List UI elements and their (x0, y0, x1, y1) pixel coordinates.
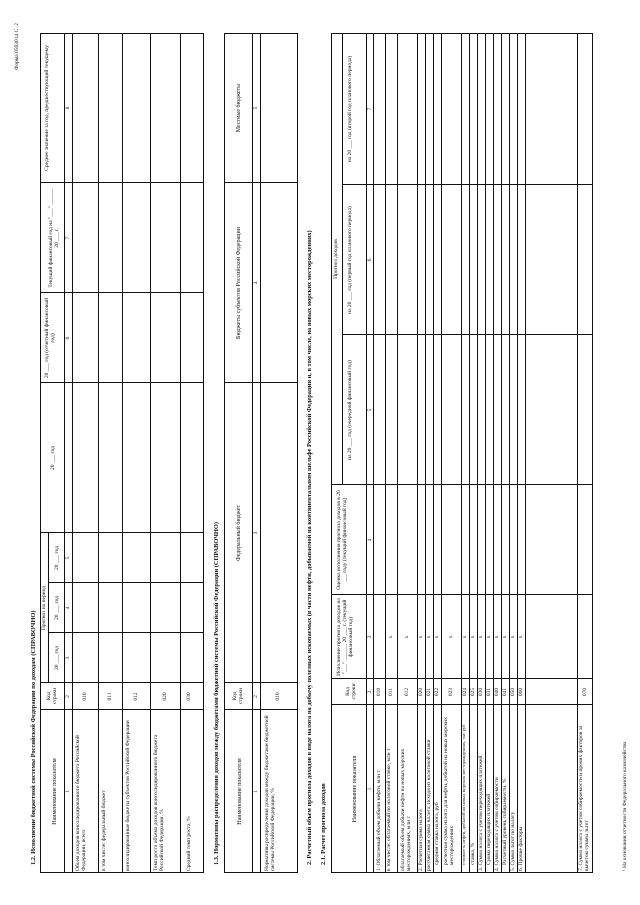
row-code: 050 (510, 687, 516, 697)
col-num: 7 (367, 107, 373, 111)
form-id: Форма 0503014 С. 2 (14, 23, 20, 70)
row-name: 1. Облагаемый объем добычи нефти, млн т (376, 770, 382, 871)
col-current-header: Текущий финансовый год на "___" ______ 20 ___ г. (48, 188, 60, 288)
row-name: Темп роста объема доходов консолидированного бюджета Российской Федерации, % (153, 734, 165, 871)
row-code: 020 (418, 687, 424, 697)
col-num: 3 (65, 656, 71, 660)
col-num: 5 (253, 106, 259, 110)
cell-value: х (518, 635, 524, 639)
col-num: 8 (65, 106, 71, 110)
col-forecast-header: Прогноз на период (41, 585, 47, 631)
col-num: 7 (65, 236, 71, 240)
section-2-1-title: 2.1. Расчет прогноза доходов (320, 783, 327, 865)
cell-value: х (478, 635, 484, 639)
row-code: 030 (478, 687, 484, 697)
col-num: 1 (253, 790, 259, 793)
cell-value: х (470, 635, 476, 639)
row-name: Нормативы распределения доходов между бюджетами бюджетной системы Российской Федерации, % (264, 715, 276, 871)
col-num: 5 (65, 556, 71, 560)
col-num: 4 (253, 281, 259, 285)
row-name: рассчитанная сумма налога, исходя из налоговой ставки (426, 739, 432, 871)
row-code: 010 (376, 687, 382, 697)
row-name: 5. Сумма льгот по налогу (510, 811, 516, 871)
cell-value: х (404, 635, 410, 639)
row-code: 012 (404, 687, 410, 697)
row-code: 011 (107, 692, 113, 701)
col-num: 6 (367, 258, 373, 262)
row-name: расчетная сумма налога для нефти, добытой на новых морских месторождениях (443, 717, 455, 865)
row-name: в том числе: федеральный бюджет (101, 790, 107, 871)
row-code: 070 (582, 687, 588, 697)
col-year-plan-2: на 20 ___ год (второй год планового периода) (347, 55, 353, 163)
row-code: 024 (462, 687, 468, 697)
col-code-header: Код строки (46, 687, 58, 705)
col-name-header: Наименование показателя (237, 758, 243, 825)
col-code-header: Код строки (345, 683, 357, 700)
col-num: 2 (65, 695, 71, 698)
section-2-title: 2. Расчетный объем прогноза доходов в виде налога на добычу полезных ископаемых (в части нефти, добываемой на континентальном шельфе Российской Федерации и, в том числе, на новых морских месторождениях) (306, 230, 313, 865)
row-name: 3. Сумма налога с учетом переходящих платежей (478, 755, 484, 871)
cell-value: х (502, 635, 508, 639)
footnote: ¹ На основании отчетности Федерального казначейства (622, 741, 628, 871)
row-name: Средний темп роста, % (186, 816, 192, 871)
row-code: 010 (275, 692, 281, 701)
row-code: 021 (426, 687, 432, 697)
row-name: стоимость нефти, добытой на новых морских месторождениях, тыс руб (461, 724, 466, 865)
row-name: 2. Расчетная сумма налога (418, 809, 424, 871)
cell-value: х (494, 635, 500, 639)
row-name: 7. Сумма налога с учетом собираемости и прочих факторов за вычетом суммы льгот (578, 725, 590, 871)
col-local-header: Местные бюджеты (236, 83, 242, 133)
row-name: 4. Сумма налога с учетом собираемости (494, 777, 500, 871)
row-code: 040 (494, 687, 500, 697)
col-estimate-header: Оценка исполнения прогноза доходов в 20 ___ году (текущий финансовый год) (336, 490, 348, 590)
col-year-next: на 20 ___ год (очередной финансовый год) (347, 360, 353, 460)
row-name: консолидированные бюджеты субъектов Российской Федерации (125, 720, 131, 871)
col-avg-header: Среднее значение за год, предшествующий текущему (44, 45, 50, 171)
section-1-2-title: 1.2. Исполнение бюджетной системы Российской Федерации по доходам (СПРАВОЧНО) (30, 610, 37, 865)
col-year-2: 20 ___ год (54, 596, 60, 621)
cell-value: х (426, 635, 432, 639)
row-name: ставка, % (470, 842, 476, 865)
col-num: 3 (367, 635, 373, 639)
row-name: средняя ставка налога, руб (434, 802, 440, 865)
col-year-3: 20 ___ год (54, 546, 60, 571)
row-code: 020 (162, 692, 168, 701)
col-federal-header: Федеральный бюджет (236, 504, 242, 562)
col-exec-header: Исполнение прогноза доходов на "___" ______ 20 ___ г. (текущий финансовый год) (336, 598, 354, 676)
col-num: 1 (367, 787, 373, 791)
row-name: 6. Прочие факторы (518, 826, 524, 871)
row-name: Сумма переходящих платежей (486, 793, 492, 865)
cell-value: х (462, 635, 468, 639)
cell-value: х (388, 635, 394, 639)
col-num: 2 (367, 690, 373, 694)
col-year-1: 20 ___ год (54, 646, 60, 671)
col-reported-header: 20 ___ год (отчетный финансовый год) (44, 297, 56, 379)
col-num: 3 (253, 531, 259, 535)
col-code-header: Код строки (232, 687, 244, 705)
col-name-header: Наименование показателя (352, 755, 358, 823)
row-code: 010 (82, 692, 88, 701)
cell-value: х (434, 635, 440, 639)
cell-value: х (510, 635, 516, 639)
row-code: 025 (470, 687, 476, 697)
row-name: Расчетный уровень собираемости, % (502, 778, 508, 865)
section-1-3-title: 1.3. Нормативы распределения доходов между бюджетами бюджетной системы Российской Федерации (СПРАВОЧНО) (213, 521, 220, 865)
row-name: облагаемый объем добычи нефти на новых морских месторождениях, млн т (400, 748, 412, 871)
col-forecast-header: Прогноз доходов (333, 239, 339, 279)
row-code: 041 (502, 687, 508, 697)
col-num: 5 (367, 408, 373, 412)
col-num: 1 (65, 790, 71, 793)
cell-value: х (418, 635, 424, 639)
row-code: 012 (133, 692, 139, 701)
row-code: 060 (518, 687, 524, 697)
col-num: 6 (65, 336, 71, 340)
col-name-header: Наименование показателя (52, 758, 58, 825)
row-code: 030 (186, 692, 192, 701)
row-code: 031 (486, 687, 492, 697)
row-code: 023 (448, 687, 454, 697)
row-code: 022 (434, 687, 440, 697)
row-code: 011 (388, 687, 394, 697)
col-num: 4 (65, 606, 71, 610)
row-name: в том числе: облагаемый по налоговой ставке, млн т (386, 748, 392, 871)
col-num: 2 (253, 695, 259, 698)
cell-value: х (486, 635, 492, 639)
col-num: 4 (367, 538, 373, 542)
cell-value: х (448, 635, 454, 639)
col-year-plan-1: на 20 ___ год (первый год планового периода) (347, 206, 353, 314)
col-year-4: 20 ___ год (50, 446, 56, 471)
row-name: Объем доходов консолидированного бюджета Российской Федерации, всего (75, 735, 87, 871)
col-subjects-header: Бюджеты субъектов Российской Федерации (236, 227, 242, 339)
